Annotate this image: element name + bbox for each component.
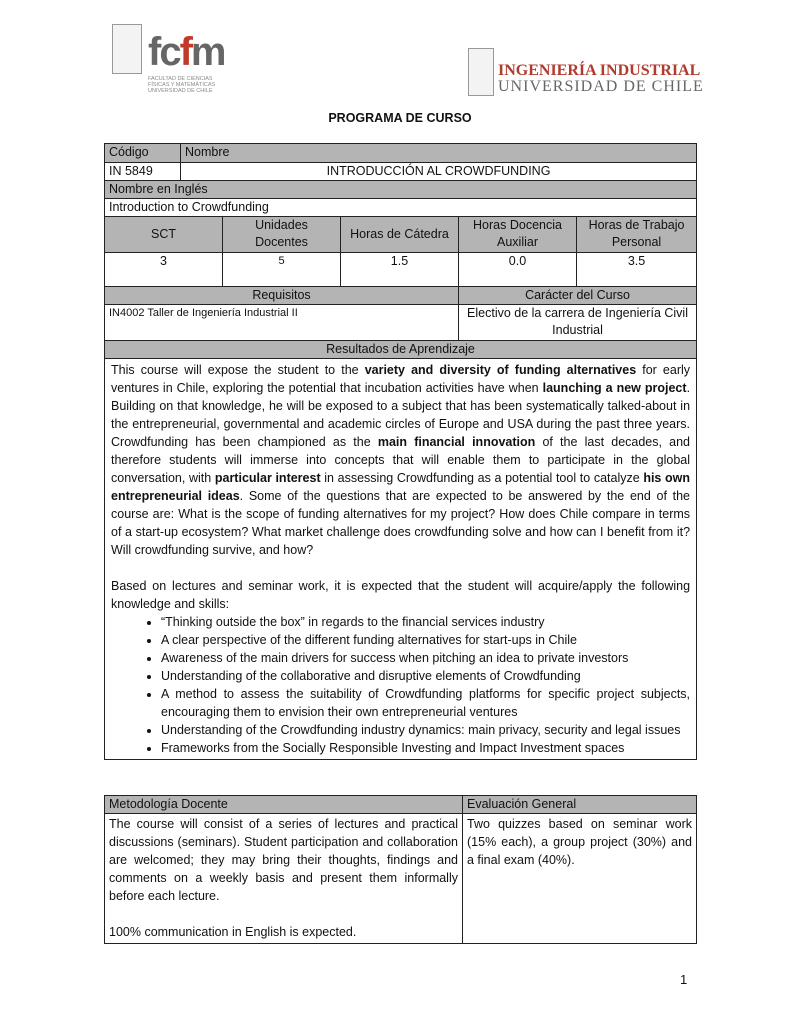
methodology-table: [104, 795, 697, 944]
skill-item: • Awareness of the main drivers for success when pitching an idea to private investors: [161, 649, 690, 667]
university-crest-icon: [112, 24, 142, 74]
paragraph-text: in assessing Crowdfunding as a potential tool to catalyze: [320, 471, 644, 485]
evaluacion-label: Evaluación General: [463, 796, 697, 814]
horas-catedra-header: Horas de Cátedra: [341, 217, 459, 253]
evaluacion-text: Two quizzes based on seminar work (15% each), a group project (30%) and a final exam (40%).: [463, 814, 697, 944]
codigo-label: Código: [105, 144, 181, 163]
skill-item: • Understanding of the collaborative and disruptive elements of Crowdfunding: [161, 667, 690, 685]
nombre-label: Nombre: [181, 144, 697, 163]
paragraph-text: . Some of the questions that are expected to be answered by the end of the course are: What is the scope of funding alternatives for my project? How does Chile compare in terms of a start-up ecosystem? What market challenge does crowdfunding solve and how can I benefit from it? Will crowdfunding survive, and how?: [111, 489, 691, 557]
skill-item: • Understanding of the Crowdfunding industry dynamics: main privacy, security and legal issues: [161, 721, 690, 739]
skill-item: • Frameworks from the Socially Responsible Investing and Impact Investment spaces: [161, 739, 690, 757]
skill-item: • A method to assess the suitability of Crowdfunding platforms for specific project subjects, encouraging them to envision their own entrepreneurial ventures: [161, 685, 690, 721]
unidades-docentes-header: Unidades Docentes: [223, 217, 341, 253]
university-crest-icon: [468, 48, 494, 96]
course-info-table: [104, 143, 697, 760]
unidades-docentes-value: 5: [223, 253, 341, 287]
resultados-body: [105, 359, 697, 760]
nombre-value: INTRODUCCIÓN AL CROWDFUNDING: [181, 163, 697, 181]
emphasis-text: launching a new project: [542, 381, 687, 395]
horas-auxiliar-value: 0.0: [459, 253, 577, 287]
sct-header: SCT: [105, 217, 223, 253]
paragraph-text: of the last decades, and therefore students will immerse into concepts that will enable them to participate in the global conversation, with: [111, 435, 691, 485]
caracter-label: Carácter del Curso: [459, 287, 697, 305]
paragraph-text: This course will expose the student to the: [111, 363, 365, 377]
nombre-ingles-value: Introduction to Crowdfunding: [105, 199, 697, 217]
nombre-ingles-label: Nombre en Inglés: [105, 181, 697, 199]
metodologia-body: [105, 814, 463, 944]
emphasis-text: his own entrepreneurial ideas: [111, 471, 691, 503]
horas-personal-value: 3.5: [577, 253, 697, 287]
caracter-value: Electivo de la carrera de Ingeniería Civil Industrial: [459, 305, 697, 341]
resultados-intro: Based on lectures and seminar work, it is expected that the student will acquire/apply the following knowledge and skills:: [111, 579, 691, 611]
requisitos-label: Requisitos: [105, 287, 459, 305]
resultados-label: Resultados de Aprendizaje: [105, 341, 697, 359]
emphasis-text: particular interest: [214, 471, 321, 485]
emphasis-text: variety and diversity of funding alternatives: [364, 363, 637, 377]
requisitos-value: IN4002 Taller de Ingeniería Industrial II: [105, 305, 459, 341]
emphasis-text: main financial innovation: [377, 435, 536, 449]
metodologia-language: 100% communication in English is expected.: [109, 925, 357, 939]
horas-auxiliar-header: Horas Docencia Auxiliar: [459, 217, 577, 253]
paragraph-text: . Building on that knowledge, he will be exposed to a subject that has been systematically talked-about in the entrepreneurial, governmental and academic circles of Europe and USA during the past three years. Crowdfunding has been championed as the: [111, 381, 691, 449]
page-number: 1: [680, 972, 688, 987]
fcfm-logo: fcfm FACULTAD DE CIENCIAS FÍSICAS Y MATEMÁTICAS UNIVERSIDAD DE CHILE: [112, 16, 237, 98]
metodologia-text: The course will consist of a series of lectures and practical discussions (seminars). Student participation and collaboration are welcomed; they may bring their thoughts, findings and comments on a weekly basis and present them informally before each lecture.: [109, 817, 458, 903]
skill-item: • A clear perspective of the different funding alternatives for start-ups in Chile: [161, 631, 690, 649]
sct-value: 3: [105, 253, 223, 287]
metodologia-label: Metodología Docente: [105, 796, 463, 814]
codigo-value: IN 5849: [105, 163, 181, 181]
horas-personal-header: Horas de Trabajo Personal: [577, 217, 697, 253]
page-title: PROGRAMA DE CURSO: [328, 111, 472, 125]
ingenieria-industrial-logo: INGENIERÍA INDUSTRIAL UNIVERSIDAD DE CHILE: [468, 44, 690, 96]
horas-catedra-value: 1.5: [341, 253, 459, 287]
resultados-paragraph: [111, 361, 690, 559]
skills-list: [111, 613, 690, 757]
paragraph-text: for early ventures in Chile, exploring the potential that incubation activities have when: [111, 363, 691, 395]
skill-item: • “Thinking outside the box” in regards to the financial services industry: [161, 613, 690, 631]
